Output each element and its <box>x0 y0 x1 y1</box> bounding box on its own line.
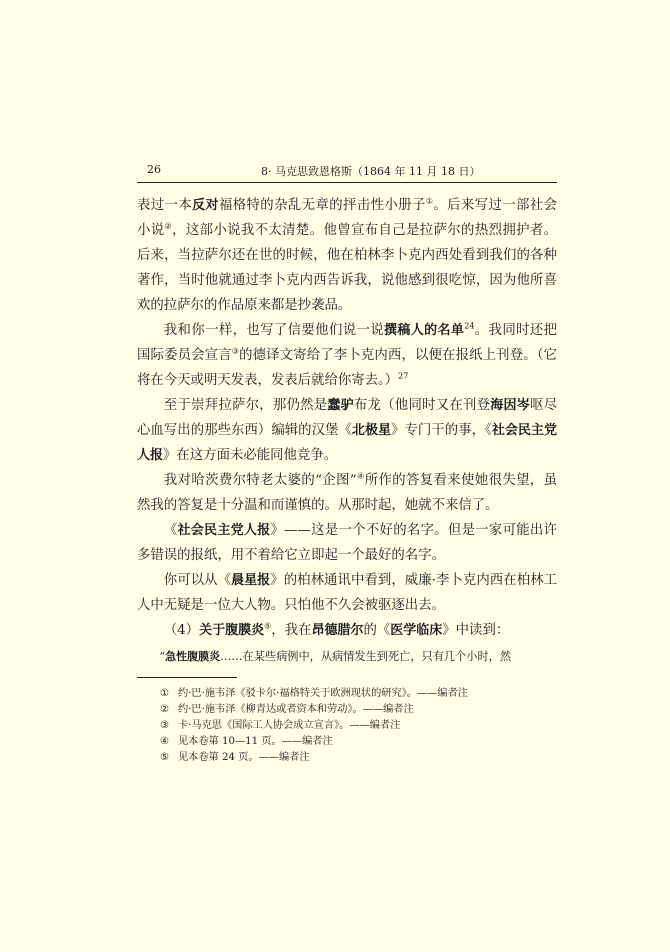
paragraph-1: 表过一本反对福格特的杂乱无章的抨击性小册子①。后来写过一部社会小说②，这部小说我不太清楚。他曾宣布自己是拉萨尔的热烈拥护者。后来，当拉萨尔还在世的时候，他在柏林李卜克内西处看到我们的各种著作，当时他就通过李卜克内西告诉我，说他感到很吃惊，因为他所喜欢的拉萨尔的作品原来都是抄袭品。 <box>137 196 558 313</box>
footnote: ① 约·巴·施韦泽《驳卡尔·福格特关于欧洲现状的研究》。——编者注 <box>160 688 468 699</box>
paragraph-2: 我和你一样，也写了信要他们说一说撰稿人的名单$^{24}$。我同时还把国际委员会宣言③的德译文寄给了李卜克内西，以便在报纸上刊登。（它将在今天或明天发表，发表后就给你寄去。）$^{27}$ <box>137 321 558 388</box>
footnotes <box>160 686 560 766</box>
footnote: ② 约·巴·施韦泽《柳青达或者资本和劳动》。——编者注 <box>160 704 414 715</box>
note-ref[interactable]: 24 <box>464 321 475 331</box>
footnote-ref[interactable]: ④ <box>356 471 365 481</box>
body-text <box>137 193 557 667</box>
header-rule <box>137 182 557 183</box>
paragraph-4: 我对哈茨费尔特老太婆的“企图”④所作的答复看来使她很失望，虽然我的答复是十分温和而谨慎的。从那时起，她就不来信了。 <box>137 471 558 513</box>
running-title: 8· 马克思致恩格斯（1864 年 11 月 18 日） <box>261 165 481 178</box>
page-number: 26 <box>147 163 161 176</box>
quotation: “急性腹膜炎……在某些病例中，从病情发生到死亡，只有几个小时，然 <box>159 650 512 663</box>
footnote-ref[interactable]: ① <box>425 196 434 206</box>
running-header <box>137 160 557 180</box>
footnote: ⑤ 见本卷第 24 页。——编者注 <box>160 752 310 763</box>
paragraph-6: 你可以从《晨星报》的柏林通讯中看到，威廉·李卜克内西在柏林工人中无疑是一位大人物。只怕他不久会被驱逐出去。 <box>137 573 557 613</box>
footnote: ④ 见本卷第 10—11 页。——编者注 <box>160 736 333 747</box>
footnote-ref[interactable]: ③ <box>231 346 240 356</box>
paragraph-7: （4）关于腹膜炎⑤，我在昂德腊尔的《医学临床》中读到： <box>163 621 510 638</box>
note-ref[interactable]: 27 <box>398 371 409 381</box>
paragraph-5: 《社会民主党人报》——这是一个不好的名字。但是一家可能出许多错误的报纸，用不着给它立即起一个最好的名字。 <box>137 523 557 563</box>
paragraph-3: 至于崇拜拉萨尔，那仍然是蠢驴布龙（他同时又在刊登海因岑呕尽心血写出的那些东西）编辑的汉堡《北极星》专门干的事，《社会民主党人报》在这方面未必能同他竞争。 <box>137 398 558 463</box>
footnote-rule <box>137 677 237 678</box>
footnote-ref[interactable]: ⑤ <box>264 621 272 631</box>
footnote-ref[interactable]: ② <box>164 221 173 231</box>
footnote: ③ 卡·马克思《国际工人协会成立宣言》。——编者注 <box>160 720 401 731</box>
